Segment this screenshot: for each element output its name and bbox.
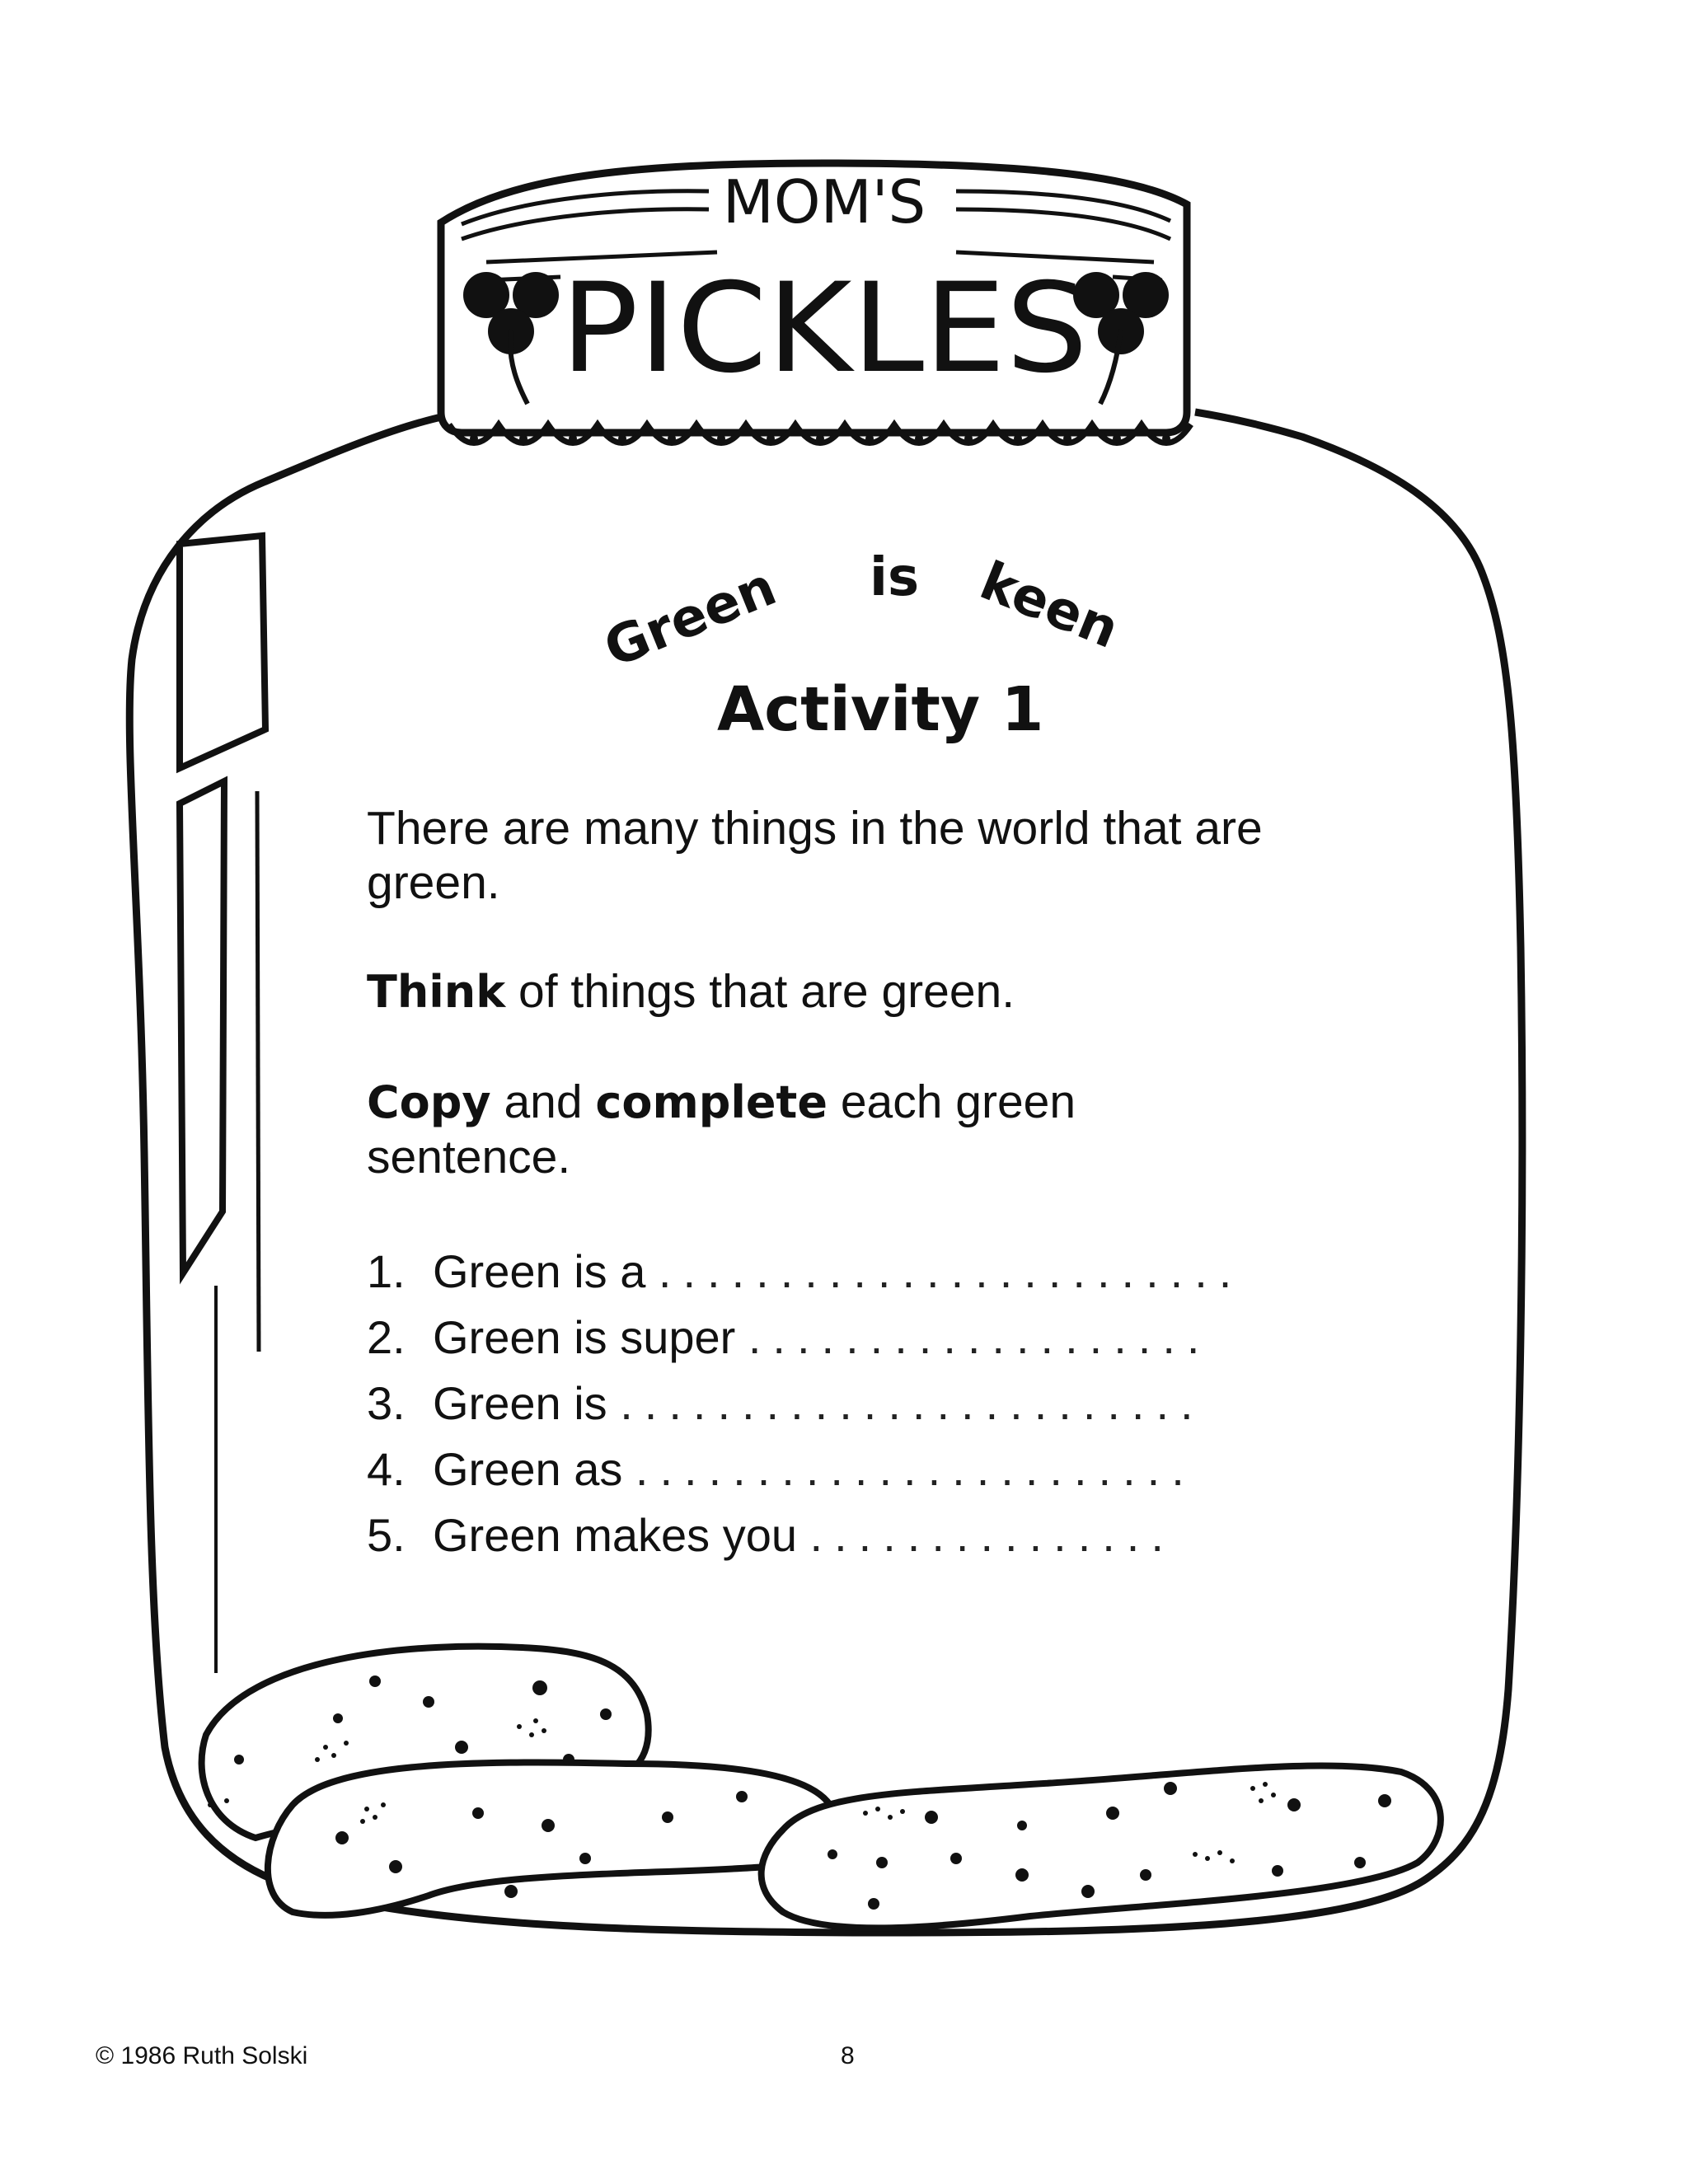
copy-rest: each green sentence. — [367, 1076, 1076, 1183]
sentence-number: 4. — [367, 1443, 406, 1495]
sentence-number: 2. — [367, 1311, 406, 1363]
label-moms: MOM'S — [722, 167, 926, 237]
sentence-text: Green makes you — [433, 1509, 797, 1561]
sentence-text: Green as — [433, 1443, 623, 1495]
copyright-notice: © 1986 Ruth Solski — [96, 2042, 308, 2069]
sentence-text: Green is super — [433, 1311, 736, 1363]
copy-and: and — [504, 1076, 583, 1128]
sentence-item — [367, 1441, 1196, 1498]
label-pickles: PICKLES — [560, 257, 1088, 401]
think-bold: Think — [367, 966, 506, 1018]
sentence-item — [367, 1309, 1211, 1366]
pickle-right — [762, 1765, 1441, 1928]
lid-scallop-dots — [470, 434, 1170, 443]
activity-title: Activity 1 — [717, 674, 1044, 745]
sentence-dots: ................... — [748, 1311, 1212, 1363]
sentence-number: 3. — [367, 1377, 406, 1429]
arc-word-is: is — [870, 547, 920, 608]
sentence-dots: ............... — [809, 1509, 1175, 1561]
sentence-dots: ........................ — [620, 1377, 1205, 1429]
sentence-text: Green is — [433, 1377, 607, 1429]
sentence-dots: ....................... — [635, 1443, 1196, 1495]
jar-highlight-lower — [180, 781, 224, 1273]
sentence-item — [367, 1375, 1205, 1432]
sentence-number: 1. — [367, 1245, 406, 1297]
jar-highlight-stroke-1 — [257, 791, 259, 1352]
page-number: 8 — [841, 2042, 855, 2069]
sentence-item — [367, 1243, 1243, 1301]
sentence-number: 5. — [367, 1509, 406, 1561]
think-instruction — [367, 964, 1405, 1019]
intro-paragraph: There are many things in the world that are green. — [367, 802, 1263, 909]
copy-bold: Copy — [367, 1076, 491, 1128]
think-rest: of things that are green. — [518, 965, 1015, 1018]
pickle-middle — [268, 1762, 836, 1915]
complete-bold: complete — [595, 1076, 828, 1128]
jar-highlight-upper — [180, 536, 265, 768]
sentence-dots: ........................ — [658, 1245, 1244, 1297]
arc-word-green: Green — [596, 556, 785, 680]
sentence-text: Green is a — [433, 1245, 646, 1297]
copy-instruction — [367, 1075, 1257, 1184]
sentence-item — [367, 1507, 1175, 1564]
arc-word-keen: keen — [972, 551, 1128, 661]
